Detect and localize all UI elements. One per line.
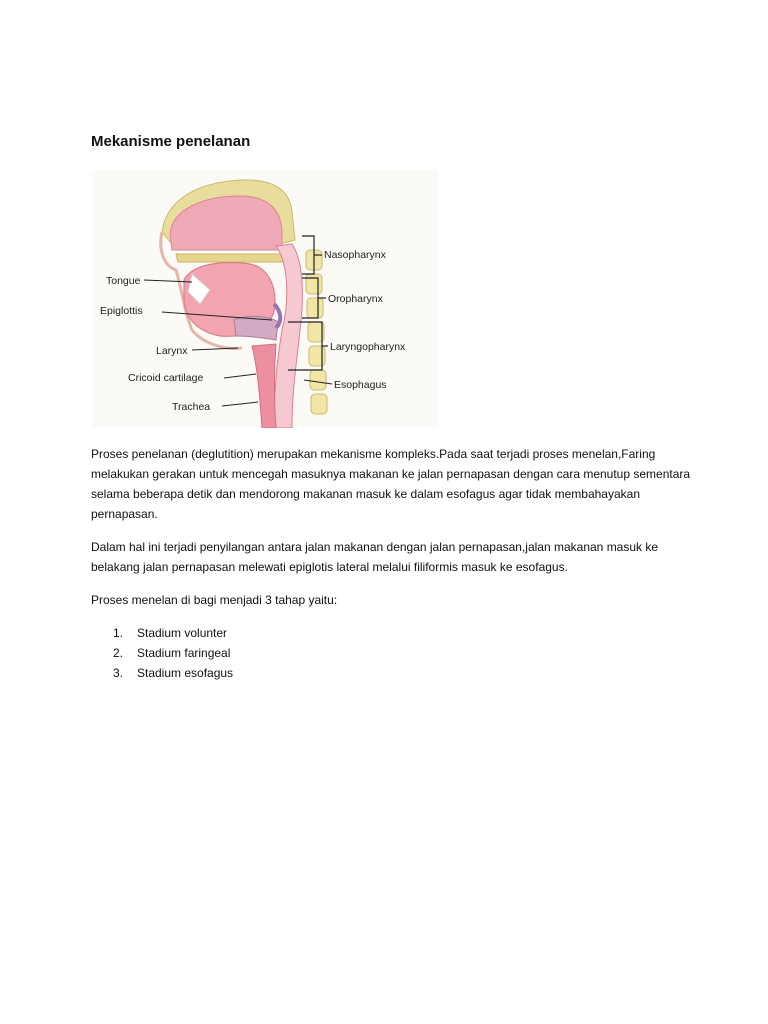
list-item-number: 3. (113, 666, 124, 680)
list-item-number: 1. (113, 626, 124, 640)
list-item (91, 643, 233, 663)
label-trachea: Trachea (172, 401, 211, 413)
page-title: Mekanisme penelanan (91, 133, 251, 150)
paragraph-crossing: Dalam hal ini terjadi penyilangan antara jalan makanan dengan jalan pernapasan,jalan makanan masuk ke belakang jalan pernapasan melewati epiglotis lateral melalui filiformis masuk ke esofagus. (91, 540, 659, 574)
label-epiglottis: Epiglottis (100, 305, 143, 317)
label-larynx: Larynx (156, 345, 188, 357)
label-nasopharynx: Nasopharynx (324, 249, 386, 261)
pharynx-anatomy-figure (92, 170, 438, 428)
list-item (91, 623, 233, 643)
label-esophagus: Esophagus (334, 379, 387, 391)
list-item-number: 2. (113, 646, 124, 660)
paragraph-deglutition: Proses penelanan (deglutition) merupakan mekanisme kompleks.Pada saat terjadi proses menelan,Faring melakukan gerakan untuk mencegah masuknya makanan ke jalan pernapasan dengan cara menutup sementara selama beberapa detik dan mendorong makanan masuk ke dalam esofagus agar tidak membahayakan pernapasan. (91, 447, 691, 521)
list-item (91, 663, 233, 683)
list-item-label: Stadium faringeal (137, 646, 231, 660)
hard-palate (176, 254, 284, 262)
label-laryngopharynx: Laryngopharynx (330, 341, 406, 353)
label-cricoid-cartilage: Cricoid cartilage (128, 372, 204, 384)
label-oropharynx: Oropharynx (328, 293, 383, 305)
list-item-label: Stadium volunter (137, 626, 228, 640)
list-item-label: Stadium esofagus (137, 666, 234, 680)
paragraph-stages-intro: Proses menelan di bagi menjadi 3 tahap yaitu: (91, 593, 338, 607)
stages-list (91, 623, 233, 683)
label-tongue: Tongue (106, 275, 141, 287)
pharynx-anatomy-illustration (92, 170, 438, 428)
